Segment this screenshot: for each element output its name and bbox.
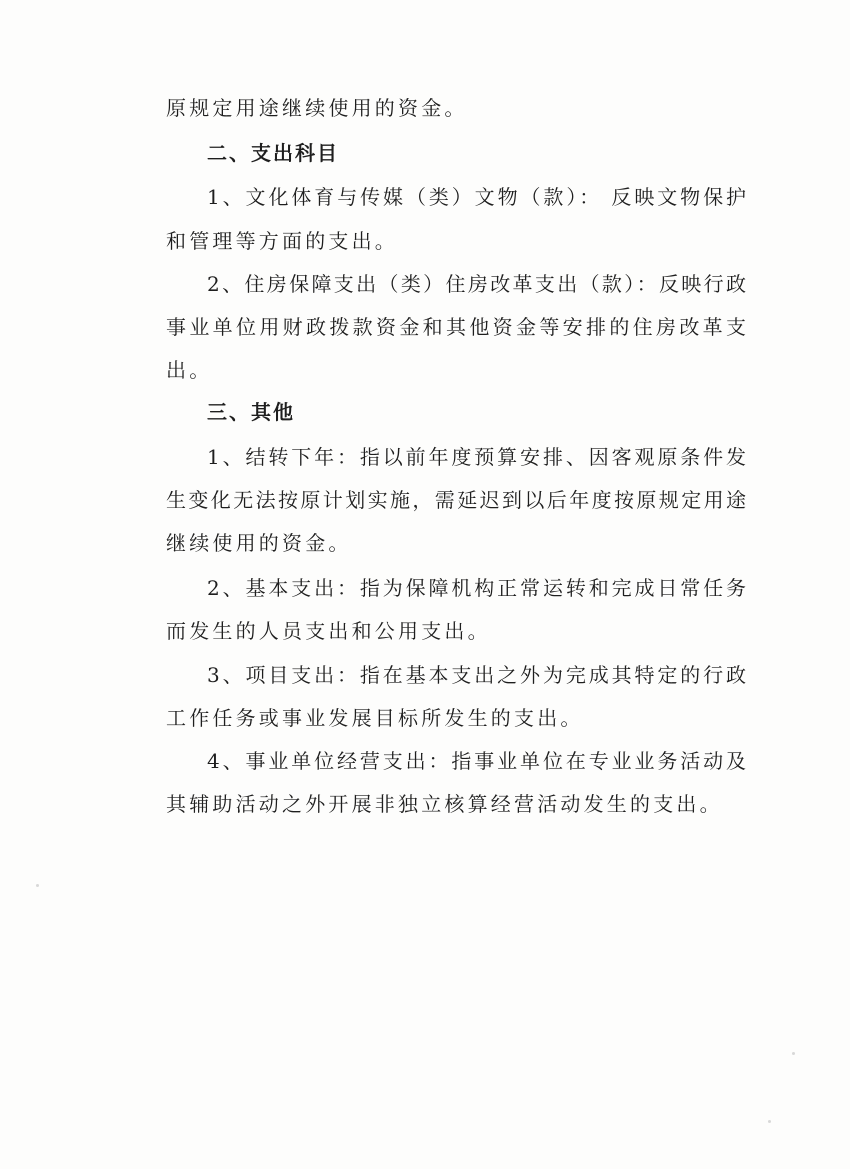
paragraph-line: 工作任务或事业发展目标所发生的支出。 <box>166 706 584 730</box>
paragraph-line: 4、事业单位经营支出：指事业单位在专业业务活动及 <box>207 749 746 773</box>
paragraph-line: 原规定用途继续使用的资金。 <box>166 96 468 120</box>
paragraph-line: 和管理等方面的支出。 <box>166 229 398 253</box>
paragraph-line: 1、结转下年：指以前年度预算安排、因客观原条件发 <box>207 445 746 469</box>
scan-speck <box>36 884 39 887</box>
section-heading-expenditure-items: 二、支出科目 <box>207 141 339 165</box>
paragraph-line: 2、住房保障支出（类）住房改革支出（款）：反映行政 <box>207 272 746 296</box>
section-heading-other: 三、其他 <box>207 400 295 424</box>
paragraph-line: 其辅助活动之外开展非独立核算经营活动发生的支出。 <box>166 792 723 816</box>
paragraph-line: 1、文化体育与传媒（类）文物（款）： 反映文物保护 <box>207 185 746 209</box>
paragraph-line: 继续使用的资金。 <box>166 531 352 555</box>
paragraph-line: 生变化无法按原计划实施，需延迟到以后年度按原规定用途 <box>166 488 746 512</box>
paragraph-line: 3、项目支出：指在基本支出之外为完成其特定的行政 <box>207 663 746 687</box>
paragraph-line: 事业单位用财政拨款资金和其他资金等安排的住房改革支 <box>166 315 746 339</box>
scan-speck <box>768 1120 771 1123</box>
paragraph-line: 出。 <box>166 358 213 382</box>
paragraph-line: 2、基本支出：指为保障机构正常运转和完成日常任务 <box>207 576 746 600</box>
scan-speck <box>792 1052 795 1055</box>
paragraph-line: 而发生的人员支出和公用支出。 <box>166 619 491 643</box>
